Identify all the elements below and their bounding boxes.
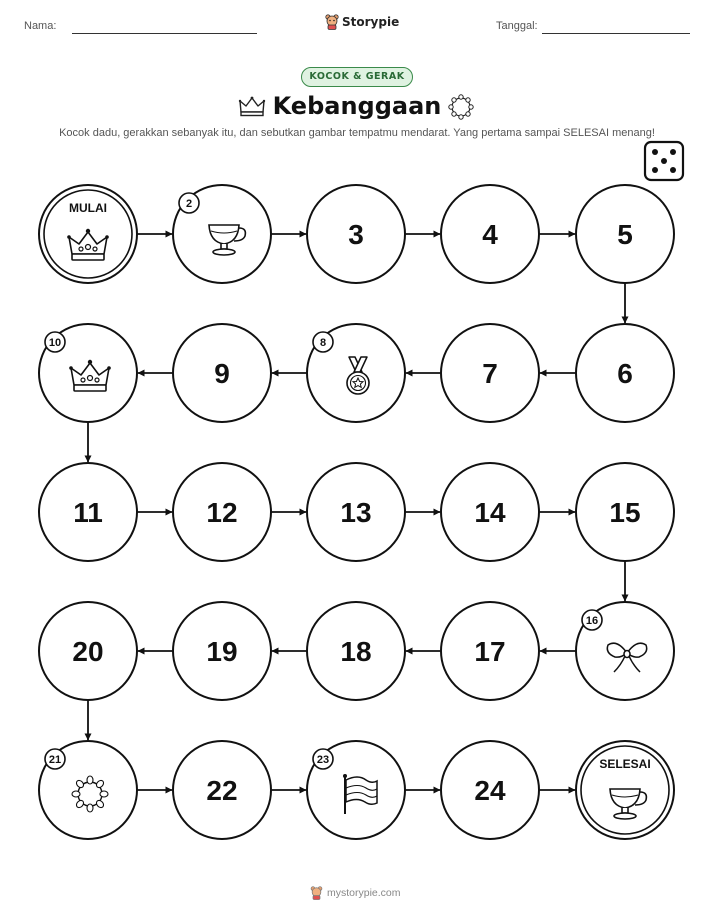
space-number: 3 [348, 219, 364, 250]
space-number: 7 [482, 358, 498, 389]
bear-icon [310, 886, 323, 900]
footer-url: mystorypie.com [327, 887, 401, 899]
board-space-9[interactable] [173, 324, 271, 422]
board-space-12[interactable] [173, 463, 271, 561]
board-space-22[interactable] [173, 741, 271, 839]
board-space-4[interactable] [441, 185, 539, 283]
instructions-text: Kocok dadu, gerakkan sebanyak itu, dan sebutkan gambar tempatmu mendarat. Yang pertama sampai SELESAI menang! [59, 127, 655, 139]
board-space-18[interactable] [307, 602, 405, 700]
board-space-1[interactable] [39, 185, 137, 283]
space-number: 24 [474, 775, 506, 806]
board-space-7[interactable] [441, 324, 539, 422]
board-space-19[interactable] [173, 602, 271, 700]
board-space-25[interactable] [576, 741, 674, 839]
space-number-badge: 2 [185, 198, 193, 210]
board-space-3[interactable] [307, 185, 405, 283]
space-number: 14 [474, 497, 506, 528]
board-space-15[interactable] [576, 463, 674, 561]
space-number-badge: 23 [316, 754, 330, 766]
board-space-11[interactable] [39, 463, 137, 561]
board-space-24[interactable] [441, 741, 539, 839]
activity-badge: KOCOK & GERAK [301, 67, 413, 87]
board-space-20[interactable] [39, 602, 137, 700]
board-space-10[interactable] [39, 324, 137, 422]
space-number: 4 [482, 219, 498, 250]
board-space-21[interactable] [39, 741, 137, 839]
space-number-badge: 10 [48, 337, 62, 349]
space-number-badge: 8 [319, 337, 327, 349]
footer [310, 886, 401, 900]
finish-label: SELESAI [599, 757, 651, 771]
date-label: Tanggal: [496, 20, 538, 32]
start-label: MULAI [69, 201, 107, 215]
board-space-16[interactable] [576, 602, 674, 700]
space-number: 17 [474, 636, 506, 667]
board-space-17[interactable] [441, 602, 539, 700]
space-number: 19 [206, 636, 238, 667]
space-number: 18 [340, 636, 372, 667]
board-space-14[interactable] [441, 463, 539, 561]
board-space-23[interactable] [307, 741, 405, 839]
dice-icon [645, 142, 683, 180]
board-space-13[interactable] [307, 463, 405, 561]
board-space-2[interactable] [173, 185, 271, 283]
board-space-5[interactable] [576, 185, 674, 283]
space-number: 6 [617, 358, 633, 389]
name-label: Nama: [24, 20, 57, 32]
space-number: 22 [206, 775, 238, 806]
space-number-badge: 16 [585, 615, 599, 627]
board-space-8[interactable] [307, 324, 405, 422]
space-number-badge: 21 [48, 754, 62, 766]
space-number: 11 [73, 497, 103, 528]
space-number: 20 [72, 636, 104, 667]
page-title: Kebanggaan [272, 92, 442, 120]
space-number: 13 [340, 497, 372, 528]
space-number: 9 [214, 358, 230, 389]
space-number: 15 [609, 497, 641, 528]
board-space-6[interactable] [576, 324, 674, 422]
space-number: 12 [206, 497, 238, 528]
brand-name: Storypie [342, 15, 400, 29]
space-number: 5 [617, 219, 633, 250]
